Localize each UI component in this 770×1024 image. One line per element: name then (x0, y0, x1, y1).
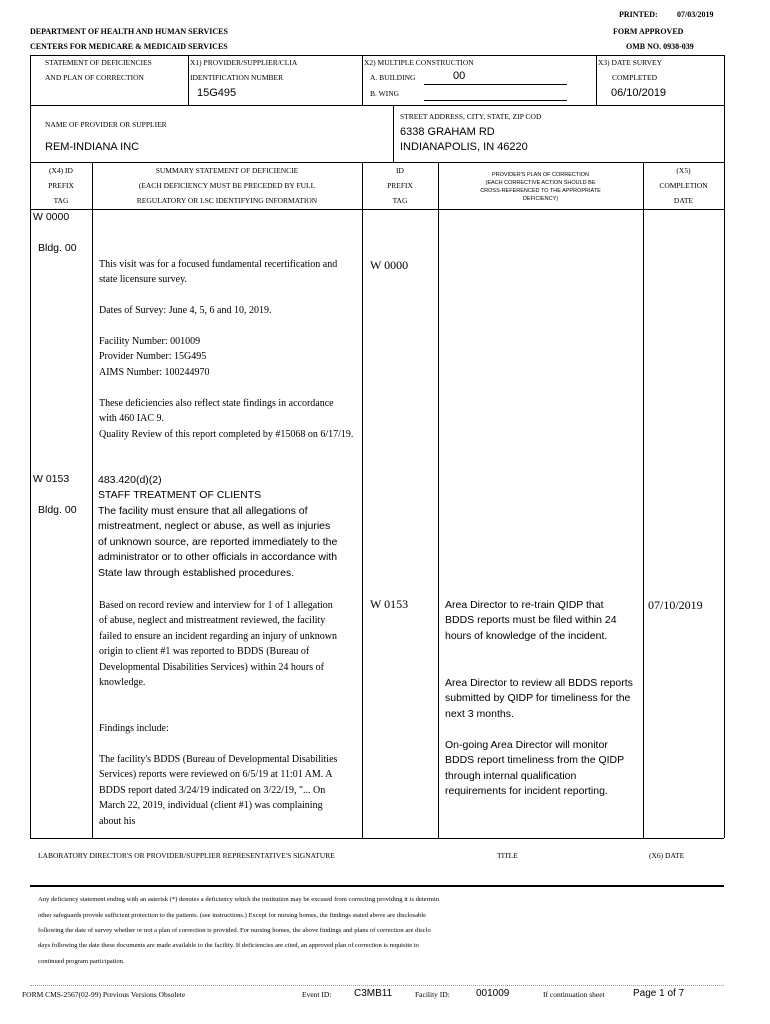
plan-step-3: On-going Area Director will monitor BDDS report timeliness from the QIDP through internal qualification requirements for incident reporting. (445, 739, 624, 798)
centers-title: CENTERS FOR MEDICARE & MEDICAID SERVICES (30, 42, 228, 51)
x4-header-2: PREFIX (48, 181, 74, 190)
rule (30, 838, 724, 839)
facility-id-label: Facility ID: (415, 990, 450, 999)
form-approved: FORM APPROVED (613, 27, 684, 36)
x4-header: (X4) ID (49, 166, 73, 175)
quality-review: Quality Review of this report completed by #15068 on 6/17/19. (99, 429, 354, 440)
page-number: Page 1 of 7 (633, 988, 685, 999)
plan-header-2: (EACH CORRECTIVE ACTION SHOULD BE (485, 180, 596, 186)
form-number: FORM CMS-2567(02-99) Previous Versions Obsolete (22, 990, 186, 999)
x1-label: X1) PROVIDER/SUPPLIER/CLIA (190, 58, 298, 67)
address-label: STREET ADDRESS, CITY, STATE, ZIP COD (400, 112, 542, 121)
rule (393, 105, 394, 162)
bldg-w0000: Bldg. 00 (38, 242, 77, 254)
completion-date: 07/10/2019 (648, 598, 703, 612)
regulation-number: 483.420(d)(2) (98, 474, 162, 486)
address-line-1: 6338 GRAHAM RD (400, 126, 495, 138)
plan-header-4: DEFICIENCY) (522, 196, 559, 202)
event-id: C3MB11 (354, 988, 393, 999)
tag-w0000: W 0000 (33, 211, 70, 223)
x5-header-2: COMPLETION (659, 181, 708, 190)
survey-dates: Dates of Survey: June 4, 5, 6 and 10, 2019. (99, 305, 272, 316)
event-id-label: Event ID: (302, 990, 332, 999)
disclaimer-line: days following the date these documents are made available to the facility. If deficiencies are cited, an approved plan of correction is requisite to (38, 942, 419, 949)
regulation-text: The facility must ensure that all allegations of mistreatment, neglect or abuse, as well as injuries of unknown source, are reported immediately to the administrator or to other officials in accordance with State law through established procedures. (98, 505, 338, 579)
printed-date: 07/03/2019 (677, 10, 714, 19)
building-label: A. BUILDING (370, 73, 416, 82)
statement-label: STATEMENT OF DEFICIENCIES (45, 58, 152, 67)
tag-w0153: W 0153 (33, 473, 70, 485)
printed-label: PRINTED: (619, 10, 658, 19)
rule (362, 162, 363, 838)
footer-rule (30, 985, 724, 986)
wing-label: B. WING (370, 89, 400, 98)
finding-detail: The facility's BDDS (Bureau of Developmental Disabilities Services) reports were reviewed on 6/5/19 at 11:01 AM. A BDDS report dated 3/24/19 indicated on 3/22/19, "... On March 22, 2019, individual (client #1) was complaining about his (99, 754, 338, 827)
plan-step-2: Area Director to review all BDDS reports submitted by QIDP for timeliness for the next 3 months. (445, 677, 633, 720)
provider-name-label: NAME OF PROVIDER OR SUPPLIER (45, 120, 167, 129)
x4-header-3: TAG (53, 196, 69, 205)
rule (30, 55, 724, 56)
rule (596, 55, 597, 105)
x1-label-2: IDENTIFICATION NUMBER (190, 73, 284, 82)
continuation-label: If continuation sheet (543, 990, 605, 999)
date-label: (X6) DATE (649, 851, 685, 860)
id-tag-w0153: W 0153 (370, 597, 409, 611)
disclaimer-line: continued program participation. (38, 958, 125, 965)
summary-header-3: REGULATORY OR LSC IDENTIFYING INFORMATION (136, 196, 318, 205)
building-underline (424, 84, 567, 85)
disclaimer-line: Any deficiency statement ending with an asterisk (*) denotes a deficiency which the institution may be excused from correcting providing it is determin (38, 896, 440, 903)
survey-date: 06/10/2019 (611, 87, 667, 99)
signature-label: LABORATORY DIRECTOR'S OR PROVIDER/SUPPLIER REPRESENTATIVE'S SIGNATURE (38, 851, 335, 860)
plan-header-3: CROSS-REFERENCED TO THE APPROPRIATE (480, 188, 601, 194)
id-tag-w0000: W 0000 (370, 258, 409, 272)
id-header-3: TAG (392, 196, 408, 205)
disclaimer-line: following the date of survey whether or not a plan of correction is provided. For nursing homes, the above findings and plans of correction are disclo (38, 927, 431, 934)
facility-id: 001009 (476, 988, 510, 999)
provider-number: 15G495 (197, 87, 237, 99)
rule (30, 209, 724, 210)
regulation-title: STAFF TREATMENT OF CLIENTS (98, 489, 262, 501)
rule (438, 162, 439, 838)
rule (30, 885, 724, 887)
id-header: ID (396, 166, 404, 175)
statement-label-2: AND PLAN OF CORRECTION (45, 73, 144, 82)
id-header-2: PREFIX (387, 181, 413, 190)
summary-header-2: (EACH DEFICIENCY MUST BE PRECEDED BY FULL (138, 181, 316, 190)
x5-header-3: DATE (673, 196, 694, 205)
disclaimer-line: other safeguards provide sufficient protection to the patients. (see instructions.) Except for nursing homes, the findings stated above are disclosable (38, 912, 427, 919)
title-label: TITLE (497, 851, 518, 860)
x5-header: (X5) (676, 166, 691, 175)
findings-include: Findings include: (99, 723, 169, 734)
state-findings: These deficiencies also reflect state findings in accordance with 460 IAC 9. (99, 398, 334, 425)
wing-underline (424, 100, 567, 101)
rule (188, 55, 189, 105)
x3-label: X3) DATE SURVEY (598, 58, 662, 67)
finding-summary: Based on record review and interview for 1 of 1 allegation of abuse, neglect and mistreatment reviewed, the facility failed to ensure an incident regarding an injury of unknown origin to client #1 was reported to BDDS (Bureau of Developmental Disabilities Services) within 24 hours of knowledge. (99, 600, 337, 689)
plan-header: PROVIDER'S PLAN OF CORRECTION (491, 172, 589, 178)
survey-intro: This visit was for a focused fundamental recertification and state licensure survey. (99, 259, 338, 286)
rule (30, 162, 724, 163)
department-title: DEPARTMENT OF HEALTH AND HUMAN SERVICES (30, 27, 228, 36)
rule (643, 162, 644, 838)
summary-header: SUMMARY STATEMENT OF DEFICIENCIE (155, 166, 299, 175)
address-line-2: INDIANAPOLIS, IN 46220 (400, 141, 528, 153)
x2-label: X2) MULTIPLE CONSTRUCTION (364, 58, 474, 67)
rule (30, 105, 724, 106)
rule (92, 162, 93, 838)
aims-number: AIMS Number: 100244970 (99, 367, 210, 378)
building-value: 00 (453, 70, 466, 82)
bldg-w0153: Bldg. 00 (38, 504, 77, 516)
plan-step-1: Area Director to re-train QIDP that BDDS reports must be filed within 24 hours of knowledge of the incident. (445, 599, 617, 642)
rule (724, 55, 725, 838)
x3-label-2: COMPLETED (612, 73, 657, 82)
rule (362, 55, 363, 105)
provider-name: REM-INDIANA INC (45, 141, 140, 153)
facility-number: Facility Number: 001009 (99, 336, 201, 347)
provider-number-text: Provider Number: 15G495 (99, 351, 207, 362)
omb-number: OMB NO. 0938-039 (626, 42, 694, 51)
